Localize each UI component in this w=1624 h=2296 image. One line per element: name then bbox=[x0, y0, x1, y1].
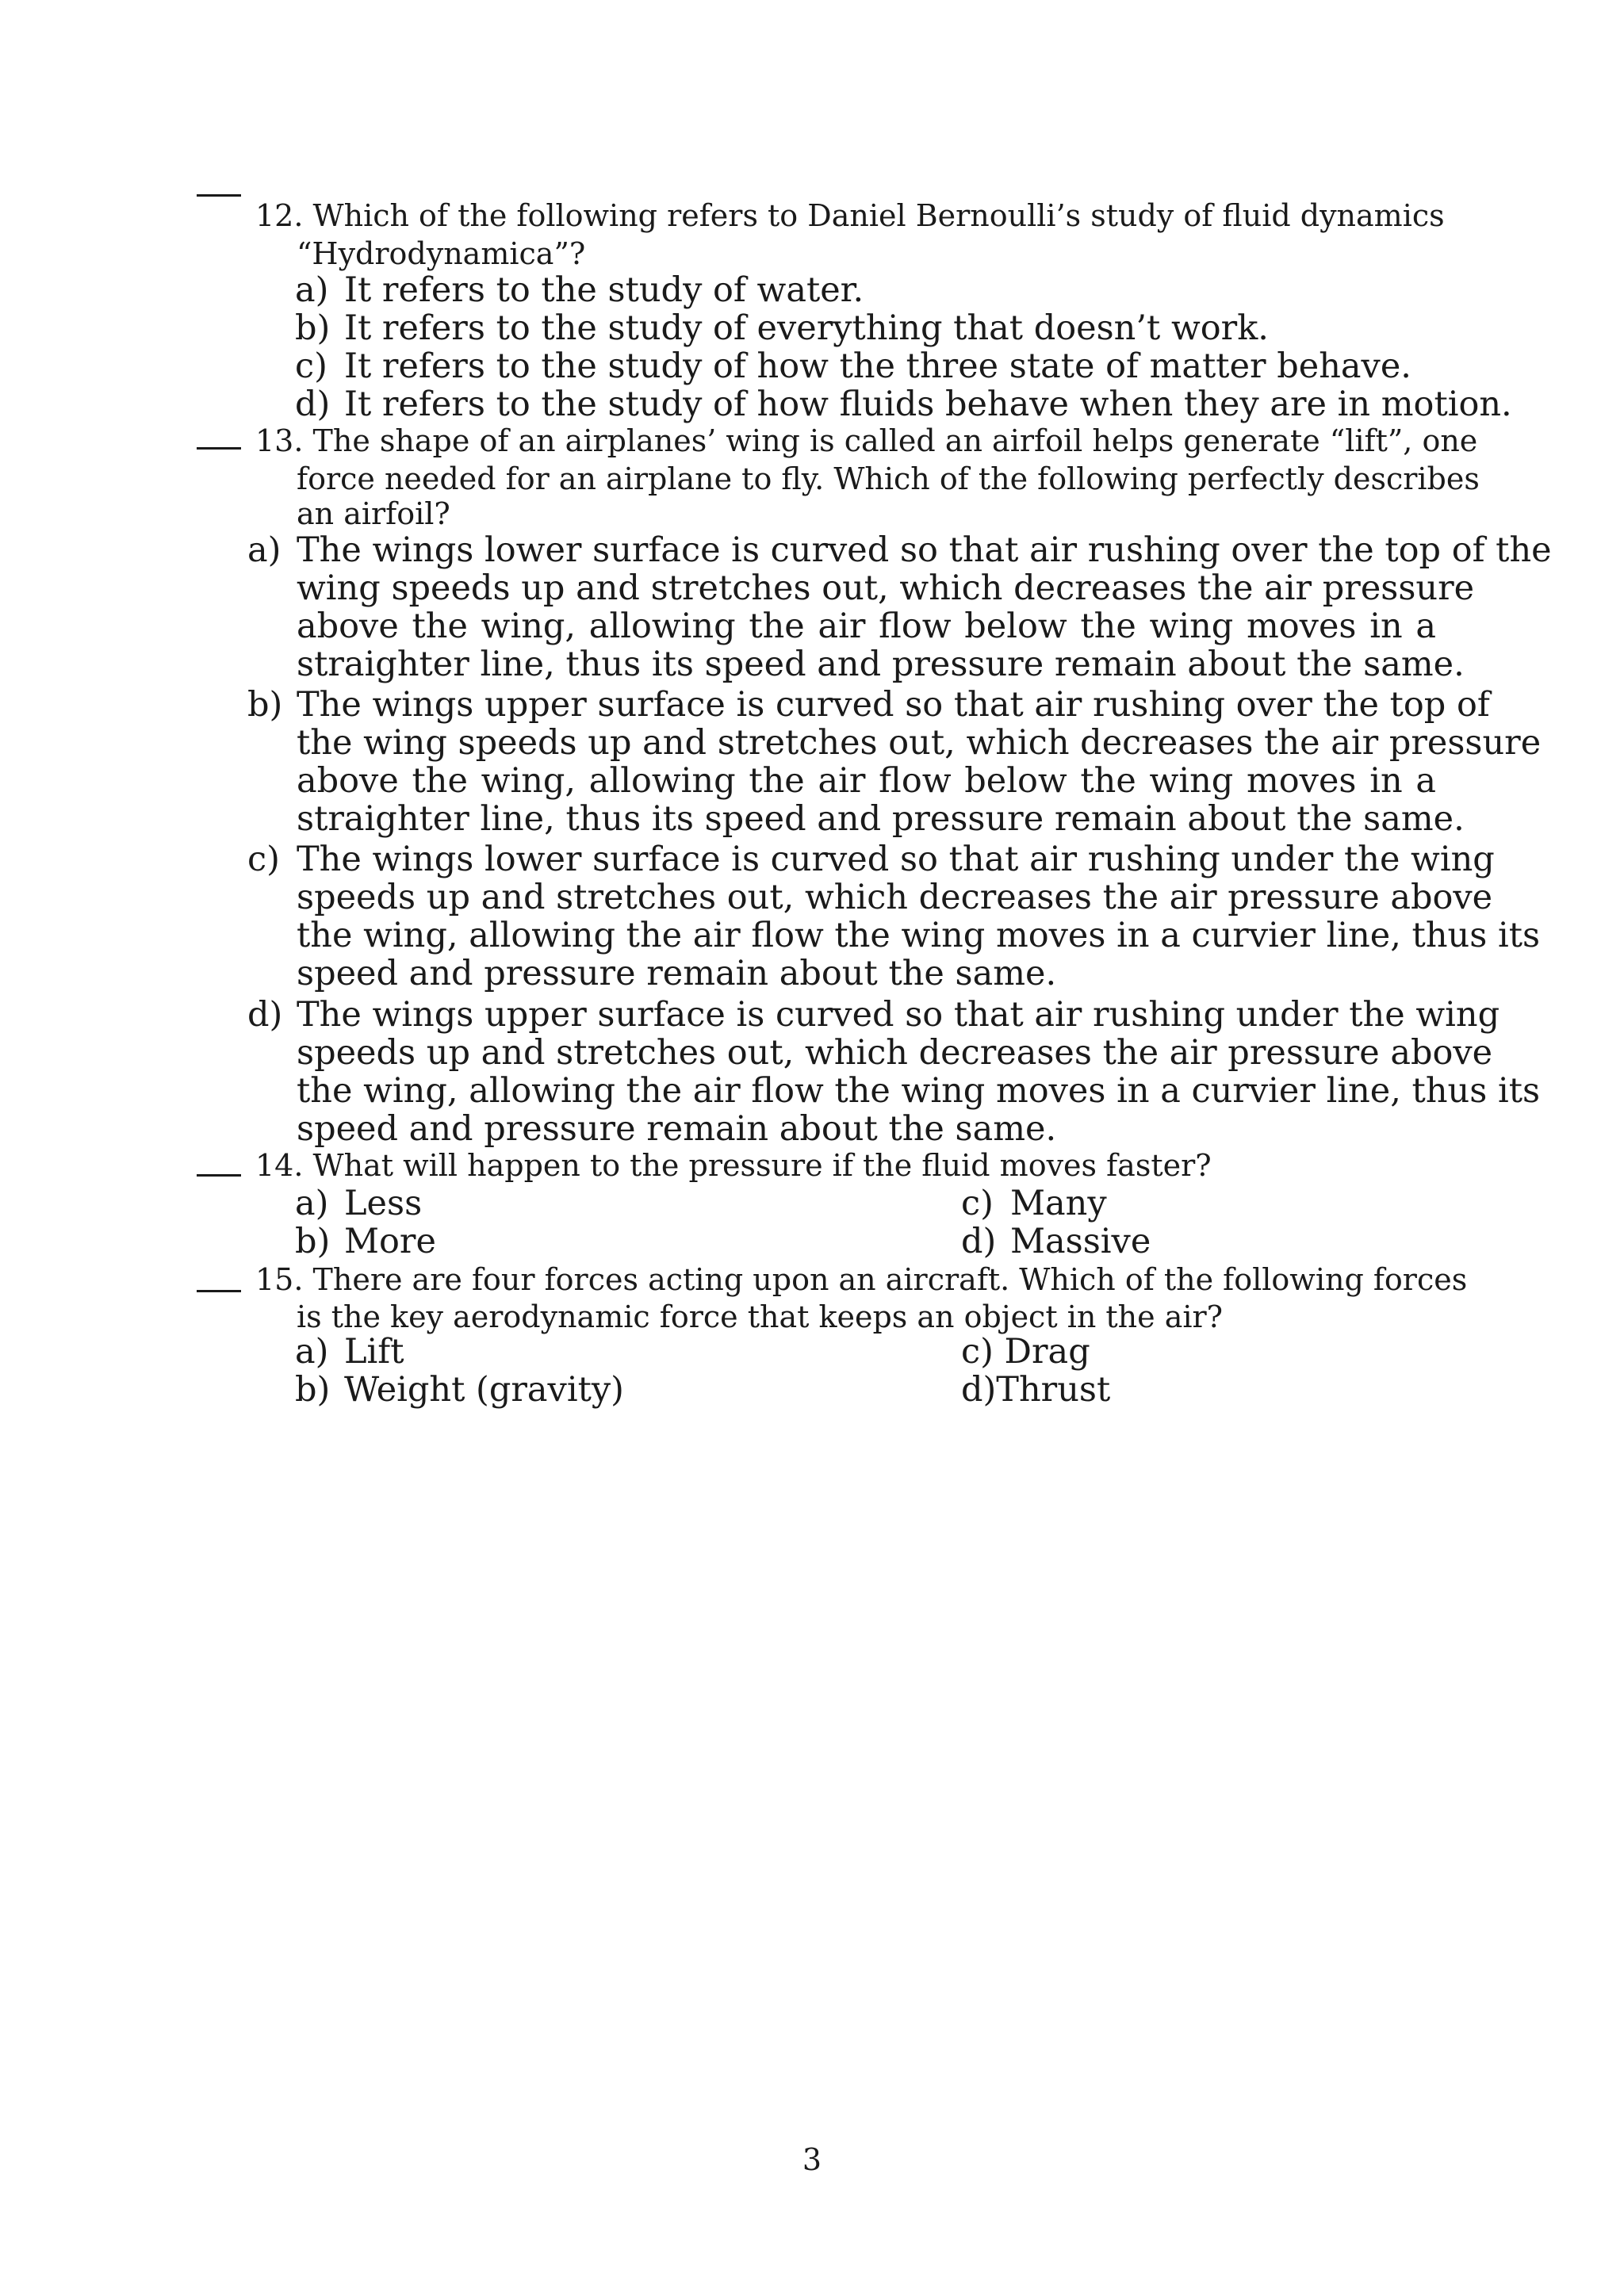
question-text: What will happen to the pressure if the fluid moves faster? bbox=[312, 1148, 1212, 1183]
page-number: 3 bbox=[802, 2142, 822, 2177]
option-c: c) Many bbox=[961, 1184, 1107, 1223]
option-d: d)Thrust bbox=[961, 1370, 1111, 1410]
option-b: b) It refers to the study of everything that doesn’t work. bbox=[295, 308, 1269, 348]
question-14-stem bbox=[255, 1146, 1212, 1184]
document-page: 12. Which of the following refers to Daniel Bernoulli’s study of fluid dynamics “Hydrodynamica”? a) It refers to the study of water. b) It refers to the study of everything that doesn’t work. c) It refers to the study of how the three state of matter behave. d) It refers to the study of how fluids behave when they are in motion. 13. The shape of an airplanes’ wing is called an airfoil helps generate “lift”, one force needed for an airplane to fly. Which of the following perfectly describes an airfoil? a) The wings lower surface is curved so that air rushing over the top of the wing speeds up and stretches out, which decreases the air pressure above the wing, allowing the air flow below the wing moves in a straighter line, thus its speed and pressure remain about the same. b) The wings upper surface is curved so that air rushing over the top of the wing speeds up and stretches out, which decreases the air pressure above the wing, allowing the air flow below the wing moves in a straighter line, thus its speed and pressure remain about the same. c) The wings lower surface is curved so that air rushing under the wing speeds up and stretches out, which decreases the air pressure above the wing, allowing the air flow the wing moves in a curvier line, thus its speed and pressure remain about the same. d) The wings upper surface is curved so that air rushing under the wing speeds up and stretches out, which decreases the air pressure above the wing, allowing the air flow the wing moves in a curvier line, thus its speed and pressure remain about the same. 14. What will happen to the pressure if the fluid moves faster? a) Less b) More c) Many d) Massive 15. There are four forces acting upon an aircraft. Which of the following forces is the key aerodynamic force that keeps an object in the air? a) Lift b) Weight (gravity) c) Drag d)Thrust 3 bbox=[0, 0, 1624, 2296]
option-c: c) Drag bbox=[961, 1332, 1090, 1372]
option-d: d) It refers to the study of how fluids behave when they are in motion. bbox=[295, 385, 1512, 424]
question-text: Which of the following refers to Daniel Bernoulli’s study of fluid dynamics bbox=[312, 198, 1445, 233]
answer-blank bbox=[197, 1290, 241, 1292]
question-15-stem-line2: is the key aerodynamic force that keeps an object in the air? bbox=[297, 1299, 1224, 1334]
question-number: 13. bbox=[255, 423, 304, 458]
option-a: a) Less bbox=[295, 1184, 423, 1223]
question-13-stem-line2: force needed for an airplane to fly. Which of the following perfectly describes bbox=[297, 461, 1480, 496]
question-13-stem-line3: an airfoil? bbox=[297, 496, 450, 531]
question-number: 15. bbox=[255, 1262, 304, 1297]
option-a: a) It refers to the study of water. bbox=[295, 270, 864, 310]
answer-blank bbox=[197, 1174, 241, 1177]
option-d: d) Massive bbox=[961, 1222, 1151, 1261]
question-text: There are four forces acting upon an aircraft. Which of the following forces bbox=[303, 1262, 1468, 1297]
question-12-stem-line2: “Hydrodynamica”? bbox=[297, 236, 586, 271]
answer-blank bbox=[197, 194, 241, 197]
question-text: The shape of an airplanes’ wing is called an airfoil helps generate “lift”, one bbox=[312, 423, 1478, 458]
question-number: 12. bbox=[255, 198, 304, 233]
option-b: b) More bbox=[295, 1222, 436, 1261]
option-a: a) Lift bbox=[295, 1332, 404, 1372]
option-c: c) It refers to the study of how the three state of matter behave. bbox=[295, 346, 1411, 386]
question-number: 14. bbox=[255, 1148, 304, 1183]
question-13-stem-line1 bbox=[255, 422, 1477, 460]
answer-blank bbox=[197, 447, 241, 450]
option-b: b) Weight (gravity) bbox=[295, 1370, 624, 1410]
question-12-stem-line1 bbox=[255, 197, 1445, 235]
question-15-stem-line1 bbox=[255, 1261, 1467, 1299]
